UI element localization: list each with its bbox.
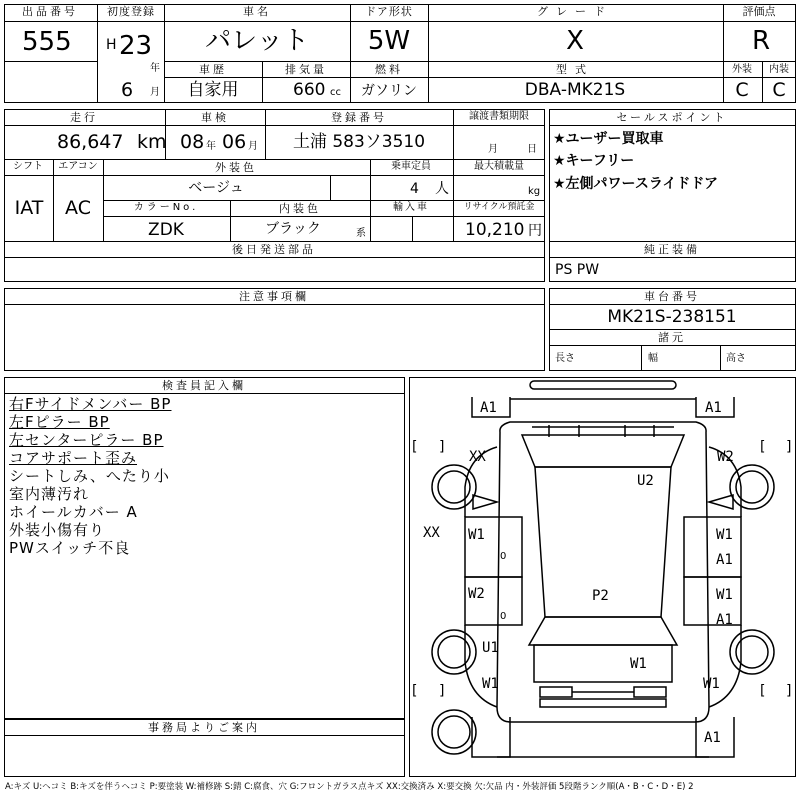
displacement: 660 — [293, 80, 326, 100]
inspector-line: 右Fサイドメンバー BP — [9, 395, 172, 413]
diagram-bracket: [ — [760, 683, 766, 699]
shift-label: シフト — [13, 161, 43, 172]
reg-year: 23 — [119, 31, 153, 61]
transfer-day: 日 — [527, 144, 537, 155]
history-label: 車歴 — [199, 63, 227, 76]
intcolor-unit: 系 — [356, 228, 366, 239]
door-label: ドア形状 — [365, 5, 413, 18]
disp-unit: cc — [330, 87, 341, 98]
inspector-line: 外装小傷有り — [9, 521, 106, 539]
later-parts-label: 後日発送部品 — [232, 243, 316, 256]
reg-month: 6 — [121, 79, 134, 101]
damage-mark: W1 — [716, 587, 733, 603]
damage-mark: U1 — [482, 640, 499, 656]
ac: AC — [65, 197, 91, 219]
length-label: 長さ — [555, 353, 575, 364]
damage-mark: XX — [423, 525, 440, 541]
damage-mark: W1 — [630, 656, 647, 672]
plate-label: 登録番号 — [331, 111, 387, 124]
interior-color: ブラック — [265, 221, 321, 237]
inspect-month-unit: 月 — [248, 141, 258, 152]
load-unit: kg — [528, 186, 541, 197]
fuel: ガソリン — [361, 83, 417, 99]
footer-legend: A:キズ U:ヘコミ B:キズを伴うヘコミ P:要塗装 W:補修跡 S:錆 C:腐食、穴 G:フロントガラス点キズ XX:交換済み X:要交換 欠:欠品 内・外装評価 5段階ランク順(A・B・C・D・E) 2 — [5, 782, 694, 792]
width-label: 幅 — [648, 353, 658, 364]
office-label: 事務局よりご案内 — [148, 721, 260, 734]
door-type: 5W — [367, 26, 411, 56]
chassis-number: MK21S-238151 — [607, 307, 737, 327]
damage-mark: W1 — [482, 676, 499, 692]
dims-label: 諸元 — [658, 331, 686, 344]
recycle-fee: 10,210 — [465, 220, 525, 240]
damage-mark: W2 — [468, 586, 485, 602]
damage-mark: W2 — [717, 449, 734, 465]
inspector-line: シートしみ、へたり小 — [9, 467, 170, 485]
chassis-label: 車台番号 — [644, 290, 700, 303]
reg-month-unit: 月 — [150, 87, 160, 98]
diagram-bracket: ] — [786, 439, 792, 455]
exterior-color: ベージュ — [188, 180, 244, 196]
sales-label: セールスポイント — [616, 111, 728, 124]
inspector-line: 左Fピラー BP — [9, 413, 110, 431]
mileage: 86,647 — [57, 131, 124, 153]
recycle-label: リサイクル預託金 — [463, 202, 535, 212]
diagram-bracket: ] — [786, 683, 792, 699]
int-score: C — [772, 79, 786, 101]
damage-mark: XX — [469, 449, 486, 465]
reg-era: H — [106, 37, 117, 53]
inspect-year-unit: 年 — [206, 141, 216, 152]
model-code: DBA-MK21S — [524, 80, 626, 100]
lot-number: 555 — [22, 27, 72, 57]
damage-mark: A1 — [716, 612, 733, 628]
diagram-bracket: ] — [439, 439, 445, 455]
sales-item: ★左側パワースライドドア — [553, 176, 719, 192]
ac-label: エアコン — [58, 161, 98, 172]
inspector-line: ホイールカバー A — [9, 503, 138, 521]
grade: X — [566, 26, 584, 56]
plate-number: 土浦 583ソ3510 — [292, 132, 426, 152]
damage-mark: A1 — [705, 400, 722, 416]
score: R — [751, 26, 771, 56]
damage-mark: W1 — [703, 676, 720, 692]
import-label: 輸入車 — [393, 202, 429, 213]
score-label: 評価点 — [742, 5, 776, 18]
ext-score: C — [735, 79, 749, 101]
mileage-label: 走行 — [70, 111, 98, 124]
reg-year-unit: 年 — [150, 63, 160, 74]
color-label: 外装色 — [215, 161, 257, 174]
recycle-unit: 円 — [528, 223, 542, 239]
diagram-bracket: [ — [760, 439, 766, 455]
damage-mark: W1 — [716, 527, 733, 543]
seats-unit: 人 — [435, 181, 449, 197]
inspect-year: 08 — [180, 131, 205, 153]
damage-mark: W1 — [468, 527, 485, 543]
reg-label: 初度登録 — [107, 5, 155, 18]
notes-label: 注意事項欄 — [239, 290, 309, 303]
inspect-label: 車検 — [201, 111, 229, 124]
diagram-bracket: [ — [412, 439, 418, 455]
shift: IAT — [14, 197, 44, 219]
damage-mark: A1 — [704, 730, 721, 746]
damage-mark: P2 — [592, 588, 609, 604]
inspector-line: 室内薄汚れ — [9, 485, 90, 503]
sales-item: ★ユーザー買取車 — [553, 131, 664, 147]
damage-mark: 0 — [500, 551, 507, 562]
grade-label: グレード — [537, 5, 613, 18]
damage-mark: A1 — [480, 400, 497, 416]
inspector-line: コアサポート歪み — [9, 449, 138, 467]
diagram-bracket: ] — [439, 683, 445, 699]
damage-mark: A1 — [716, 552, 733, 568]
color-number: ZDK — [148, 220, 184, 240]
height-label: 高さ — [726, 353, 746, 364]
inspector-line: PWスイッチ不良 — [9, 539, 131, 557]
load-label: 最大積載量 — [474, 161, 524, 172]
car-diagram — [409, 377, 796, 777]
inspect-month: 06 — [222, 131, 247, 153]
fuel-label: 燃料 — [375, 63, 403, 76]
inspector-line: 左センターピラー BP — [9, 431, 164, 449]
intcolor-label: 内装色 — [279, 202, 321, 215]
inspector-label: 検査員記入欄 — [162, 379, 246, 392]
sales-item: ★キーフリー — [553, 153, 635, 169]
disp-label: 排気量 — [285, 63, 327, 76]
int-label: 内装 — [769, 64, 789, 75]
lot-label: 出品番号 — [22, 5, 78, 18]
model-label: 型式 — [556, 63, 594, 76]
mileage-unit: km — [137, 131, 167, 153]
transfer-month: 月 — [488, 144, 498, 155]
seats-label: 乗車定員 — [391, 161, 431, 172]
transfer-label: 譲渡書類期限 — [469, 111, 529, 122]
car-name: パレット — [205, 26, 309, 56]
equip-label: 純正装備 — [644, 243, 700, 256]
history: 自家用 — [187, 80, 239, 100]
damage-mark: 0 — [500, 611, 507, 622]
equip-value: PS PW — [555, 262, 600, 278]
ext-label: 外装 — [732, 64, 752, 75]
name-label: 車名 — [243, 5, 271, 18]
seats: 4 — [410, 181, 419, 197]
diagram-bracket: [ — [412, 683, 418, 699]
colorno-label: カラーNo. — [133, 202, 199, 213]
damage-mark: U2 — [637, 473, 654, 489]
